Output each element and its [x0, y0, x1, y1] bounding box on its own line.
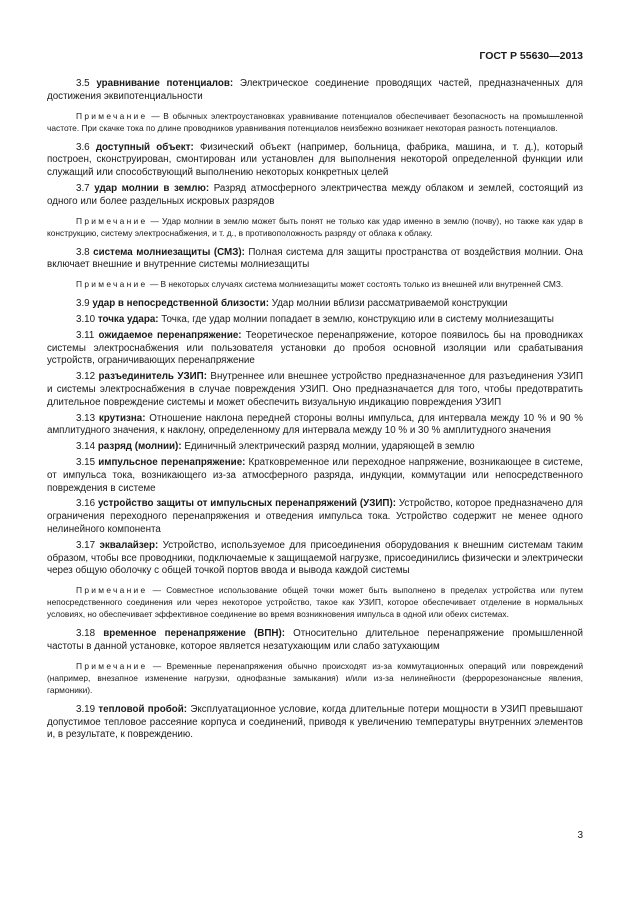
term-number: 3.9: [76, 298, 90, 310]
term-name: система молниезащиты (СМЗ):: [93, 246, 245, 258]
term-name: разряд (молнии):: [97, 441, 182, 453]
note-label: Примечание: [76, 660, 148, 671]
term-number: 3.18: [76, 628, 96, 640]
term-number: 3.17: [76, 539, 96, 551]
term-definition: Точка, где удар молнии попадает в землю, конструкцию или в систему молниезащиты: [161, 313, 554, 325]
note-label: Примечание: [76, 110, 148, 121]
term-number: 3.7: [76, 182, 90, 194]
term-entry: [47, 78, 583, 104]
note-text: — В обычных электроустановках уравнивание потенциалов обеспечивает безопасность на промышленной частоте. При скачке тока по длине проводников уравнивания потенциалов неизбежно возникает некоторая разность потенциалов.: [47, 110, 583, 133]
term-entry: [47, 498, 583, 536]
term-name: временное перенапряжение (ВПН):: [103, 628, 285, 640]
term-number: 3.5: [76, 78, 90, 89]
term-number: 3.15: [76, 456, 96, 468]
term-name: тепловой пробой:: [98, 703, 188, 715]
term-definition: Устройство, которое предназначено для ограничения переходного перенапряжения и отведения импульса тока. Устройство содержит не менее одного нелинейного компонента: [47, 498, 583, 535]
term-note: [47, 215, 583, 239]
term-entry: [47, 314, 583, 327]
term-definition: Отношение наклона передней стороны волны импульса, для интервала между 10 % и 90 % амплитудного значения, к наклону, определенному для интервала между 10 % и 30 % амплитудного значения: [47, 412, 583, 437]
term-definition: Физический объект (например, больница, фабрика, машина, и т. д.), который построен, сконструирован, смонтирован или установлен для выполнения некоторой определенной функции или служащий или способствующий выполнению некоторых конкретных целей: [47, 141, 583, 179]
term-number: 3.8: [76, 246, 90, 258]
term-number: 3.14: [76, 441, 96, 453]
term-entry: [47, 371, 583, 409]
term-entry: [47, 413, 583, 439]
term-name: импульсное перенапряжение:: [98, 456, 246, 468]
term-entry: [47, 457, 583, 495]
term-definition: Разряд атмосферного электричества между облаком и землей, состоящий из одного или более раздельных искровых разрядов: [47, 182, 584, 207]
term-name: разъединитель УЗИП:: [98, 371, 207, 383]
term-name: эквалайзер:: [99, 539, 159, 551]
term-note: [47, 110, 583, 134]
term-note: [47, 278, 583, 290]
term-number: 3.10: [76, 313, 96, 325]
term-entry: [47, 247, 583, 273]
term-number: 3.16: [76, 498, 96, 510]
term-name: уравнивание потенциалов:: [96, 78, 234, 89]
term-definition: Внутреннее или внешнее устройство предназначенное для разъединения УЗИП и системы электроснабжения в случае повреждения УЗИП. Оно предназначается для того, чтобы предотвратить длительное повреждение системы и может обеспечить визуальную индикацию повреждения УЗИП: [47, 371, 583, 408]
term-entry: [47, 298, 583, 311]
term-number: 3.6: [76, 141, 90, 153]
term-entry: [47, 142, 583, 180]
term-entry: [47, 704, 583, 742]
term-note: [47, 660, 583, 696]
term-entry: [47, 540, 583, 578]
term-name: доступный объект:: [95, 141, 194, 153]
term-number: 3.13: [76, 412, 96, 424]
term-definition: Эксплуатационное условие, когда длительные потери мощности в УЗИП превышают допустимое тепловое рассеяние корпуса и соединений, приводя к увеличению температуры внутренних элементов и, в результате, к повреждению.: [47, 703, 583, 741]
terms-list: [47, 78, 583, 745]
term-definition: Полная система для защиты пространства от воздействия молнии. Она включает внешние и внутренние системы молниезащиты: [47, 246, 583, 271]
note-text: — В некоторых случаях система молниезащиты может состоять только из внешней или внутренней СМЗ.: [149, 279, 564, 290]
term-entry: [47, 441, 583, 454]
term-number: 3.12: [76, 371, 96, 383]
standard-header: ГОСТ Р 55630—2013: [479, 50, 583, 62]
note-text: — Удар молнии в землю может быть понят не только как удар именно в землю (почву), но также как удар в конструкцию, систему электроснабжения, и т. д., в противоположность разряду от облака к облаку.: [47, 215, 584, 238]
note-label: Примечание: [76, 585, 148, 596]
page-number: 3: [577, 830, 583, 841]
term-definition: Устройство, используемое для присоединения оборудования к внешним системам таким образом, чтобы все проводники, подключаемые к защищаемой нагрузке, присоединились физически и электрически через общую оболочку с общей точкой портов ввода и вывода каждой системы: [47, 539, 583, 577]
term-note: [47, 584, 583, 620]
note-label: Примечание: [76, 279, 148, 290]
note-label: Примечание: [76, 215, 148, 226]
note-text: — Совместное использование общей точки может быть выполнено в пределах устройства или путем непосредственного соединения или через некоторое устройство, такое как УЗИП, которое обеспечивает отделение в нормальных условиях, но обеспечивает эффективное соединение во время возникновения импульса в одной или обеих системах.: [47, 585, 583, 620]
term-entry: [47, 330, 583, 368]
term-name: крутизна:: [98, 412, 146, 424]
term-definition: Электрическое соединение проводящих частей, предназначенных для достижения эквипотенциальности: [47, 78, 583, 102]
term-definition: Относительно длительное перенапряжение промышленной частоты в данной установке, которое является незатухающим или слабо затухающим: [47, 628, 583, 652]
term-name: ожидаемое перенапряжение:: [98, 329, 242, 341]
term-name: удар в непосредственной близости:: [92, 298, 270, 310]
term-name: точка удара:: [97, 313, 159, 325]
term-entry: [47, 628, 583, 654]
term-definition: Теоретическое перенапряжение, которое появилось бы на проводниках системы электроснабжения или пользователя установки до пробоя основной изоляции или срабатывания устройств, ограничивающих перенапряжение: [47, 329, 583, 367]
term-name: устройство защиты от импульсных перенапряжений (УЗИП):: [97, 498, 396, 510]
term-definition: Единичный электрический разряд молнии, ударяющей в землю: [184, 441, 475, 453]
term-definition: Удар молнии вблизи рассматриваемой конструкции: [271, 298, 508, 310]
term-definition: Кратковременное или переходное напряжение, возникающее в системе, от импульса тока, возникающего из-за атмосферного разряда, индукции, коммутации или непосредственного повреждения в системе: [47, 456, 584, 494]
term-number: 3.19: [76, 703, 96, 715]
term-number: 3.11: [76, 329, 95, 341]
term-name: удар молнии в землю:: [94, 182, 210, 194]
term-entry: [47, 183, 583, 209]
note-text: — Временные перенапряжения обычно происходят из-за коммутационных операций или повреждений (например, внезапное изменение нагрузки, однофазные замыкания) и/или из-за нелинейности (феррорезонансные явления, гармоники).: [47, 660, 584, 695]
